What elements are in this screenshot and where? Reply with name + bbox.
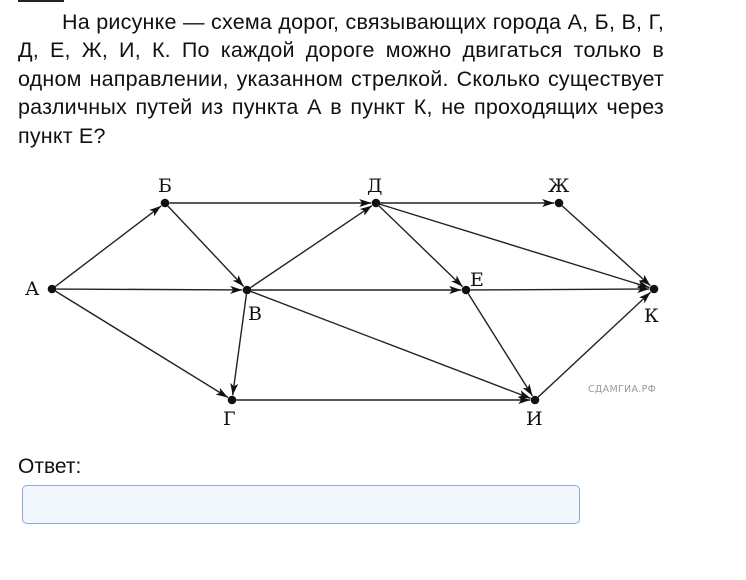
node-label-A: А xyxy=(25,278,40,300)
answer-label: Ответ: xyxy=(18,455,82,478)
node-label-D: Д xyxy=(367,175,383,197)
node-label-B: Б xyxy=(158,175,172,197)
road-graph xyxy=(0,160,746,440)
node-label-E: Е xyxy=(470,269,484,291)
edge-A-B xyxy=(55,206,161,286)
node-A xyxy=(48,285,57,294)
node-V xyxy=(243,286,252,295)
edge-B-V xyxy=(168,206,244,286)
node-Zh xyxy=(555,199,564,208)
node-B xyxy=(161,199,170,208)
node-label-G: Г xyxy=(223,408,236,430)
edge-V-G xyxy=(233,294,247,395)
edge-A-V xyxy=(56,289,242,290)
edge-E-K xyxy=(470,289,649,290)
edge-E-I xyxy=(468,294,532,396)
problem-text: На рисунке — схема дорог, связывающих города А, Б, В, Г, Д, Е, Ж, И, К. По каждой дороге можно двигаться только в одном направлении, указанном стрелкой. Сколько существует различных путей из пункта А в пункт К, не проходящих через пункт Е? xyxy=(18,10,664,148)
node-I xyxy=(531,396,540,405)
edge-I-K xyxy=(538,292,650,397)
edge-A-G xyxy=(56,291,228,397)
node-label-V: В xyxy=(248,303,262,325)
node-label-I: И xyxy=(526,408,543,430)
node-label-K: К xyxy=(644,305,659,327)
edge-V-I xyxy=(251,292,530,399)
node-G xyxy=(228,396,237,405)
node-E xyxy=(462,286,471,295)
edge-V-D xyxy=(251,206,372,288)
node-K xyxy=(650,285,659,294)
edge-D-E xyxy=(379,206,462,287)
node-label-Zh: Ж xyxy=(548,175,570,197)
answer-input[interactable] xyxy=(22,485,580,524)
watermark: СДАМГИА.РФ xyxy=(588,384,657,395)
node-D xyxy=(372,199,381,208)
top-rule xyxy=(18,0,64,2)
